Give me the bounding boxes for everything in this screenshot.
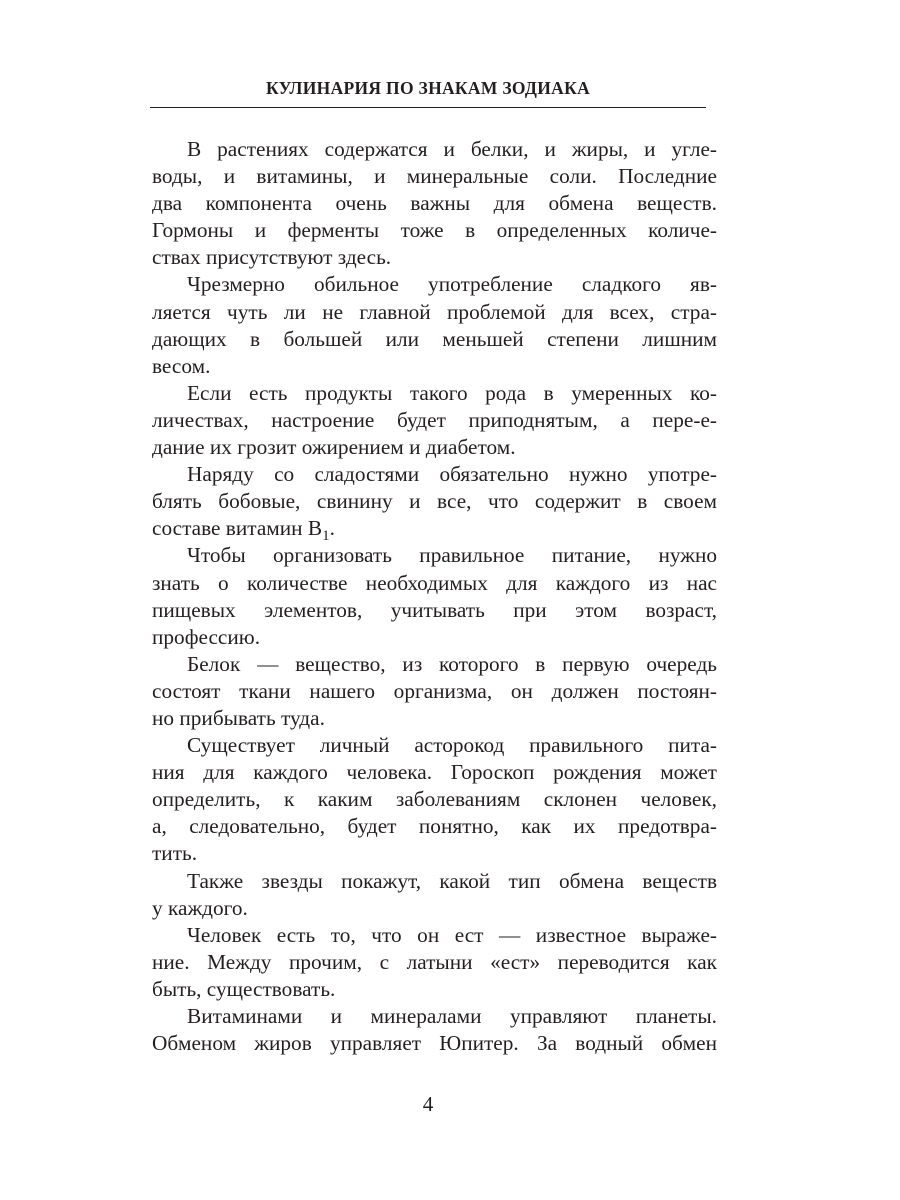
text-line: быть, существовать. (152, 976, 336, 1001)
text-line: два компонента очень важны для обмена веществ. (152, 191, 717, 216)
text-line: Существует личный асторокод правильного пита- (187, 733, 717, 758)
line-text: составе витамин B (152, 516, 323, 541)
text-line: Если есть продукты такого рода в умеренных ко- (187, 380, 717, 405)
paragraph (152, 542, 717, 650)
text-line: знать о количестве необходимых для каждого из нас (152, 570, 717, 595)
paragraph (152, 651, 717, 732)
text-line: Чрезмерно обильное употребление сладкого яв- (187, 272, 717, 297)
paragraph (152, 868, 717, 922)
text-line: воды, и витамины, и минеральные соли. Последние (152, 164, 717, 189)
text-line: В растениях содержатся и белки, и жиры, и угле- (187, 137, 717, 161)
text-line: определить, к каким заболеваниям склонен человек, (152, 787, 717, 812)
text-line: Обменом жиров управляет Юпитер. За водный обмен (152, 1031, 717, 1056)
text-line: блять бобовые, свинину и все, что содержит в своем (152, 489, 717, 514)
text-line (152, 515, 717, 545)
paragraph (152, 271, 717, 379)
text-line: Чтобы организовать правильное питание, нужно (187, 543, 717, 568)
paragraph (152, 461, 717, 545)
text-line: ляется чуть ли не главной проблемой для всех, стра- (152, 299, 717, 324)
text-line: дающих в большей или меньшей степени лишним (152, 326, 717, 351)
text-line: Витаминами и минералами управляют планеты. (187, 1004, 717, 1028)
paragraph (152, 732, 717, 867)
header-rule (150, 107, 706, 108)
text-line: Человек есть то, что он ест — известное выраже- (187, 922, 717, 947)
text-line: личествах, настроение будет приподнятым, а пере-е- (152, 407, 717, 432)
text-line: у каждого. (152, 895, 248, 920)
paragraph (152, 922, 717, 1003)
text-line: а, следовательно, будет понятно, как их предотвра- (152, 814, 717, 839)
page-number: 4 (422, 1092, 434, 1116)
paragraph (152, 380, 717, 461)
text-line: состоят ткани нашего организма, он должен постоян- (152, 678, 717, 703)
text-line: профессию. (152, 624, 261, 649)
paragraph (152, 136, 717, 271)
text-line: Белок — вещество, из которого в первую очередь (187, 651, 717, 676)
subscript: 1 (322, 528, 330, 545)
paragraph (152, 1003, 717, 1057)
text-line: пищевых элементов, учитывать при этом возраст, (152, 597, 717, 622)
running-header: КУЛИНАРИЯ ПО ЗНАКАМ ЗОДИАКА (265, 78, 591, 98)
body-text (152, 136, 717, 1057)
text-line: ния для каждого человека. Гороскоп рождения может (152, 760, 717, 785)
text-line: дание их грозит ожирением и диабетом. (152, 435, 516, 460)
text-line: весом. (152, 353, 211, 378)
text-line: тить. (152, 841, 198, 866)
text-line: ние. Между прочим, с латыни «ест» переводится как (152, 949, 717, 974)
text-line: Гормоны и ферменты тоже в определенных количе- (152, 218, 717, 243)
text-line: ствах присутствуют здесь. (152, 245, 392, 270)
line-tail: . (329, 516, 335, 541)
text-line: Также звезды покажут, какой тип обмена веществ (187, 868, 717, 893)
text-line: но прибывать туда. (152, 705, 325, 730)
text-line: Наряду со сладостями обязательно нужно употре- (187, 462, 717, 487)
